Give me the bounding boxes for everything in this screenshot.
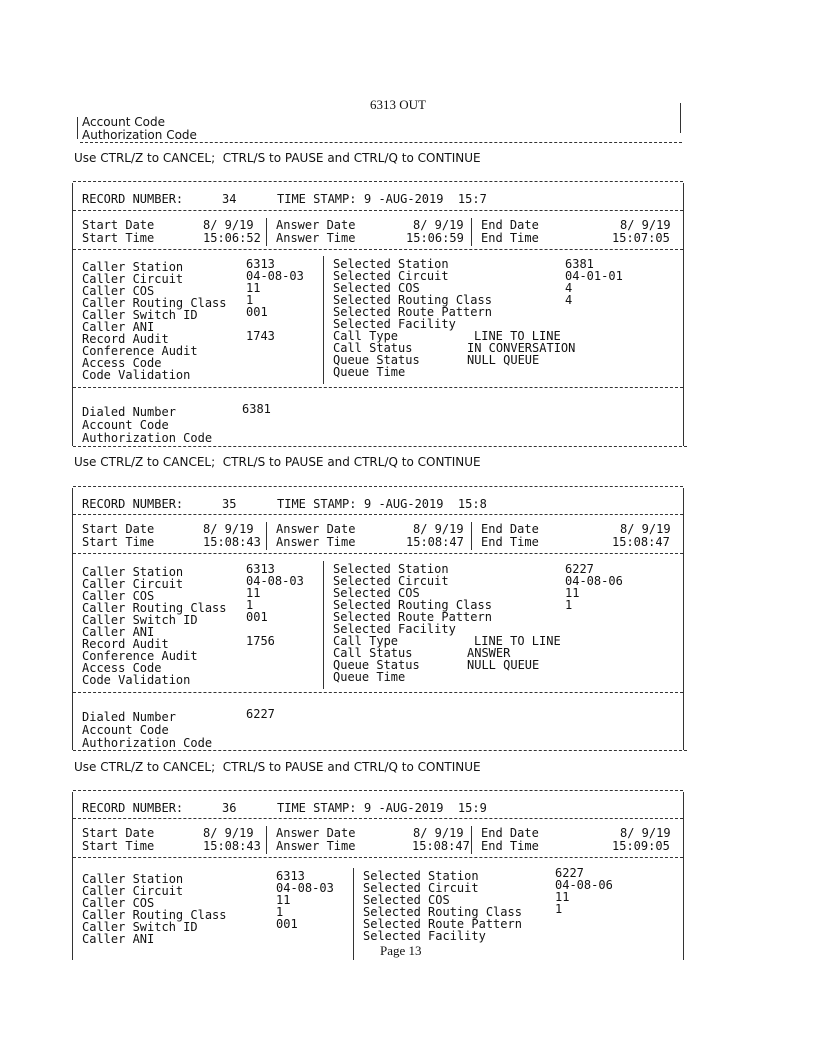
answer-time-label: Answer Time <box>276 535 356 549</box>
record-audit: 1756 <box>246 634 275 648</box>
end-date: 8/ 9/19 <box>620 218 671 232</box>
time-stamp-label: TIME STAMP: <box>277 192 357 206</box>
caller-circuit-label: Caller Circuit <box>82 577 184 591</box>
record-number: 36 <box>222 801 237 815</box>
caller-cos: 11 <box>246 281 261 295</box>
access-code-label: Access Code <box>82 356 162 370</box>
caller-cos-label: Caller COS <box>82 896 155 910</box>
selected-cos-label: Selected COS <box>363 893 450 907</box>
caller-circuit: 04-08-03 <box>246 269 304 283</box>
end-time: 15:09:05 <box>612 839 670 853</box>
code-validation-label: Code Validation <box>82 368 191 382</box>
caller-ani-label: Caller ANI <box>82 320 155 334</box>
caller-cos: 11 <box>246 586 261 600</box>
border-line <box>266 522 267 550</box>
caller-station: 6313 <box>246 562 275 576</box>
caller-routing-class: 1 <box>246 293 254 307</box>
caller-switch-id-label: Caller Switch ID <box>82 613 198 627</box>
time-stamp-label: TIME STAMP: <box>277 497 357 511</box>
answer-time-label: Answer Time <box>276 231 356 245</box>
caller-switch-id-label: Caller Switch ID <box>82 920 198 934</box>
code-validation-label: Code Validation <box>82 673 191 687</box>
authorization-code-label: Authorization Code <box>82 736 213 750</box>
border-line <box>323 256 324 384</box>
start-date-label: Start Date <box>82 522 155 536</box>
answer-date: 8/ 9/19 <box>413 826 464 840</box>
queue-time-label: Queue Time <box>333 670 406 684</box>
selected-station: 6381 <box>565 257 594 271</box>
queue-status-label: Queue Status <box>333 658 420 672</box>
queue-time-label: Queue Time <box>333 365 406 379</box>
border-line <box>266 218 267 246</box>
record-number: 34 <box>222 192 237 206</box>
selected-circuit: 04-08-06 <box>555 878 613 892</box>
border-line <box>683 488 684 750</box>
end-time: 15:08:47 <box>612 535 670 549</box>
border-line <box>323 561 324 689</box>
time-stamp: 9 -AUG-2019 15:9 <box>364 801 487 815</box>
queue-status: NULL QUEUE <box>467 658 540 672</box>
caller-switch-id: 001 <box>246 305 268 319</box>
divider <box>73 387 683 388</box>
answer-time-label: Answer Time <box>276 839 356 853</box>
call-type: LINE TO LINE <box>474 634 561 648</box>
start-time-label: Start Time <box>82 839 155 853</box>
control-prompt: Use CTRL/Z to CANCEL; CTRL/S to PAUSE and CTRL/Q to CONTINUE <box>74 455 481 469</box>
caller-ani-label: Caller ANI <box>82 932 155 946</box>
selected-facility-label: Selected Facility <box>333 622 456 636</box>
account-code-label: Account Code <box>82 115 165 129</box>
authorization-code-label: Authorization Code <box>82 431 213 445</box>
page-number: Page 13 <box>380 943 422 958</box>
start-time: 15:08:43 <box>203 535 261 549</box>
border-line <box>683 792 684 960</box>
divider <box>73 210 683 211</box>
caller-cos-label: Caller COS <box>82 589 155 603</box>
start-date: 8/ 9/19 <box>203 218 254 232</box>
record-audit-label: Record Audit <box>82 637 169 651</box>
caller-station-label: Caller Station <box>82 872 184 886</box>
selected-routing-class-label: Selected Routing Class <box>363 905 522 919</box>
selected-route-pattern-label: Selected Route Pattern <box>333 610 492 624</box>
page-title: 6313 OUT <box>370 97 426 112</box>
start-date-label: Start Date <box>82 218 155 232</box>
selected-circuit-label: Selected Circuit <box>363 881 479 895</box>
caller-switch-id: 001 <box>246 610 268 624</box>
divider <box>73 446 687 447</box>
divider <box>73 790 683 791</box>
call-type-label: Call Type <box>333 634 399 648</box>
divider <box>73 692 683 693</box>
authorization-code-label: Authorization Code <box>82 128 197 142</box>
caller-station: 6313 <box>246 257 275 271</box>
answer-time: 15:08:47 <box>406 535 464 549</box>
selected-station-label: Selected Station <box>333 562 449 576</box>
record-number: 35 <box>222 497 237 511</box>
border-line <box>353 868 354 960</box>
divider <box>73 553 683 554</box>
end-date-label: End Date <box>481 522 539 536</box>
selected-cos-label: Selected COS <box>333 281 420 295</box>
border-line <box>77 117 78 139</box>
selected-route-pattern-label: Selected Route Pattern <box>363 917 522 931</box>
record-number-label: RECORD NUMBER: <box>82 497 184 511</box>
selected-routing-class-label: Selected Routing Class <box>333 293 492 307</box>
border-line <box>680 103 681 133</box>
answer-time: 15:08:47 <box>412 839 470 853</box>
start-time: 15:06:52 <box>203 231 261 245</box>
divider <box>73 750 687 751</box>
border-line <box>72 488 73 750</box>
caller-ani-label: Caller ANI <box>82 625 155 639</box>
caller-station-label: Caller Station <box>82 565 184 579</box>
selected-cos: 4 <box>565 281 573 295</box>
dialed-number: 6381 <box>242 402 271 416</box>
call-status: ANSWER <box>467 646 511 660</box>
time-stamp: 9 -AUG-2019 15:8 <box>364 497 487 511</box>
selected-circuit-label: Selected Circuit <box>333 574 449 588</box>
divider <box>80 142 682 143</box>
border-line <box>266 826 267 854</box>
record-number-label: RECORD NUMBER: <box>82 192 184 206</box>
selected-station-label: Selected Station <box>363 869 479 883</box>
caller-routing-class-label: Caller Routing Class <box>82 908 227 922</box>
start-date-label: Start Date <box>82 826 155 840</box>
divider <box>73 249 683 250</box>
caller-routing-class-label: Caller Routing Class <box>82 296 227 310</box>
selected-facility-label: Selected Facility <box>333 317 456 331</box>
end-date: 8/ 9/19 <box>620 522 671 536</box>
end-date: 8/ 9/19 <box>620 826 671 840</box>
call-status: IN CONVERSATION <box>467 341 576 355</box>
selected-station-label: Selected Station <box>333 257 449 271</box>
caller-circuit-label: Caller Circuit <box>82 272 184 286</box>
caller-circuit: 04-08-03 <box>276 881 334 895</box>
access-code-label: Access Code <box>82 661 162 675</box>
answer-date-label: Answer Date <box>276 522 356 536</box>
border-line <box>471 522 472 550</box>
caller-cos-label: Caller COS <box>82 284 155 298</box>
start-time: 15:08:43 <box>203 839 261 853</box>
divider <box>73 857 683 858</box>
time-stamp: 9 -AUG-2019 15:7 <box>364 192 487 206</box>
call-type-label: Call Type <box>333 329 399 343</box>
dialed-number-label: Dialed Number <box>82 405 176 419</box>
end-time-label: End Time <box>481 839 539 853</box>
selected-facility-label: Selected Facility <box>363 929 486 943</box>
end-date-label: End Date <box>481 826 539 840</box>
divider <box>73 514 683 515</box>
record-audit-label: Record Audit <box>82 332 169 346</box>
selected-circuit-label: Selected Circuit <box>333 269 449 283</box>
end-time: 15:07:05 <box>612 231 670 245</box>
selected-routing-class: 1 <box>565 598 573 612</box>
selected-routing-class: 1 <box>555 902 563 916</box>
selected-cos-label: Selected COS <box>333 586 420 600</box>
caller-cos: 11 <box>276 893 291 907</box>
account-code-label: Account Code <box>82 723 169 737</box>
start-date: 8/ 9/19 <box>203 826 254 840</box>
border-line <box>683 183 684 446</box>
divider <box>73 486 683 487</box>
control-prompt: Use CTRL/Z to CANCEL; CTRL/S to PAUSE and CTRL/Q to CONTINUE <box>74 151 481 165</box>
caller-station-label: Caller Station <box>82 260 184 274</box>
answer-time: 15:06:59 <box>406 231 464 245</box>
queue-status: NULL QUEUE <box>467 353 540 367</box>
caller-station: 6313 <box>276 869 305 883</box>
border-line <box>72 183 73 446</box>
selected-station: 6227 <box>565 562 594 576</box>
divider <box>73 818 683 819</box>
selected-routing-class-label: Selected Routing Class <box>333 598 492 612</box>
end-date-label: End Date <box>481 218 539 232</box>
selected-cos: 11 <box>565 586 580 600</box>
divider <box>73 181 683 182</box>
caller-switch-id-label: Caller Switch ID <box>82 308 198 322</box>
end-time-label: End Time <box>481 535 539 549</box>
caller-circuit-label: Caller Circuit <box>82 884 184 898</box>
start-time-label: Start Time <box>82 231 155 245</box>
answer-date: 8/ 9/19 <box>413 522 464 536</box>
selected-circuit: 04-08-06 <box>565 574 623 588</box>
call-type: LINE TO LINE <box>474 329 561 343</box>
answer-date-label: Answer Date <box>276 218 356 232</box>
call-status-label: Call Status <box>333 341 413 355</box>
record-audit: 1743 <box>246 329 275 343</box>
control-prompt: Use CTRL/Z to CANCEL; CTRL/S to PAUSE and CTRL/Q to CONTINUE <box>74 760 481 774</box>
caller-routing-class-label: Caller Routing Class <box>82 601 227 615</box>
account-code-label: Account Code <box>82 418 169 432</box>
selected-routing-class: 4 <box>565 293 573 307</box>
selected-cos: 11 <box>555 890 570 904</box>
call-status-label: Call Status <box>333 646 413 660</box>
answer-date: 8/ 9/19 <box>413 218 464 232</box>
record-number-label: RECORD NUMBER: <box>82 801 184 815</box>
caller-switch-id: 001 <box>276 917 298 931</box>
dialed-number-label: Dialed Number <box>82 710 176 724</box>
selected-circuit: 04-01-01 <box>565 269 623 283</box>
dialed-number: 6227 <box>246 707 275 721</box>
start-time-label: Start Time <box>82 535 155 549</box>
end-time-label: End Time <box>481 231 539 245</box>
selected-route-pattern-label: Selected Route Pattern <box>333 305 492 319</box>
time-stamp-label: TIME STAMP: <box>277 801 357 815</box>
conference-audit-label: Conference Audit <box>82 344 198 358</box>
caller-routing-class: 1 <box>276 905 284 919</box>
queue-status-label: Queue Status <box>333 353 420 367</box>
border-line <box>471 826 472 854</box>
conference-audit-label: Conference Audit <box>82 649 198 663</box>
caller-circuit: 04-08-03 <box>246 574 304 588</box>
selected-station: 6227 <box>555 866 584 880</box>
start-date: 8/ 9/19 <box>203 522 254 536</box>
border-line <box>471 218 472 246</box>
answer-date-label: Answer Date <box>276 826 356 840</box>
caller-routing-class: 1 <box>246 598 254 612</box>
